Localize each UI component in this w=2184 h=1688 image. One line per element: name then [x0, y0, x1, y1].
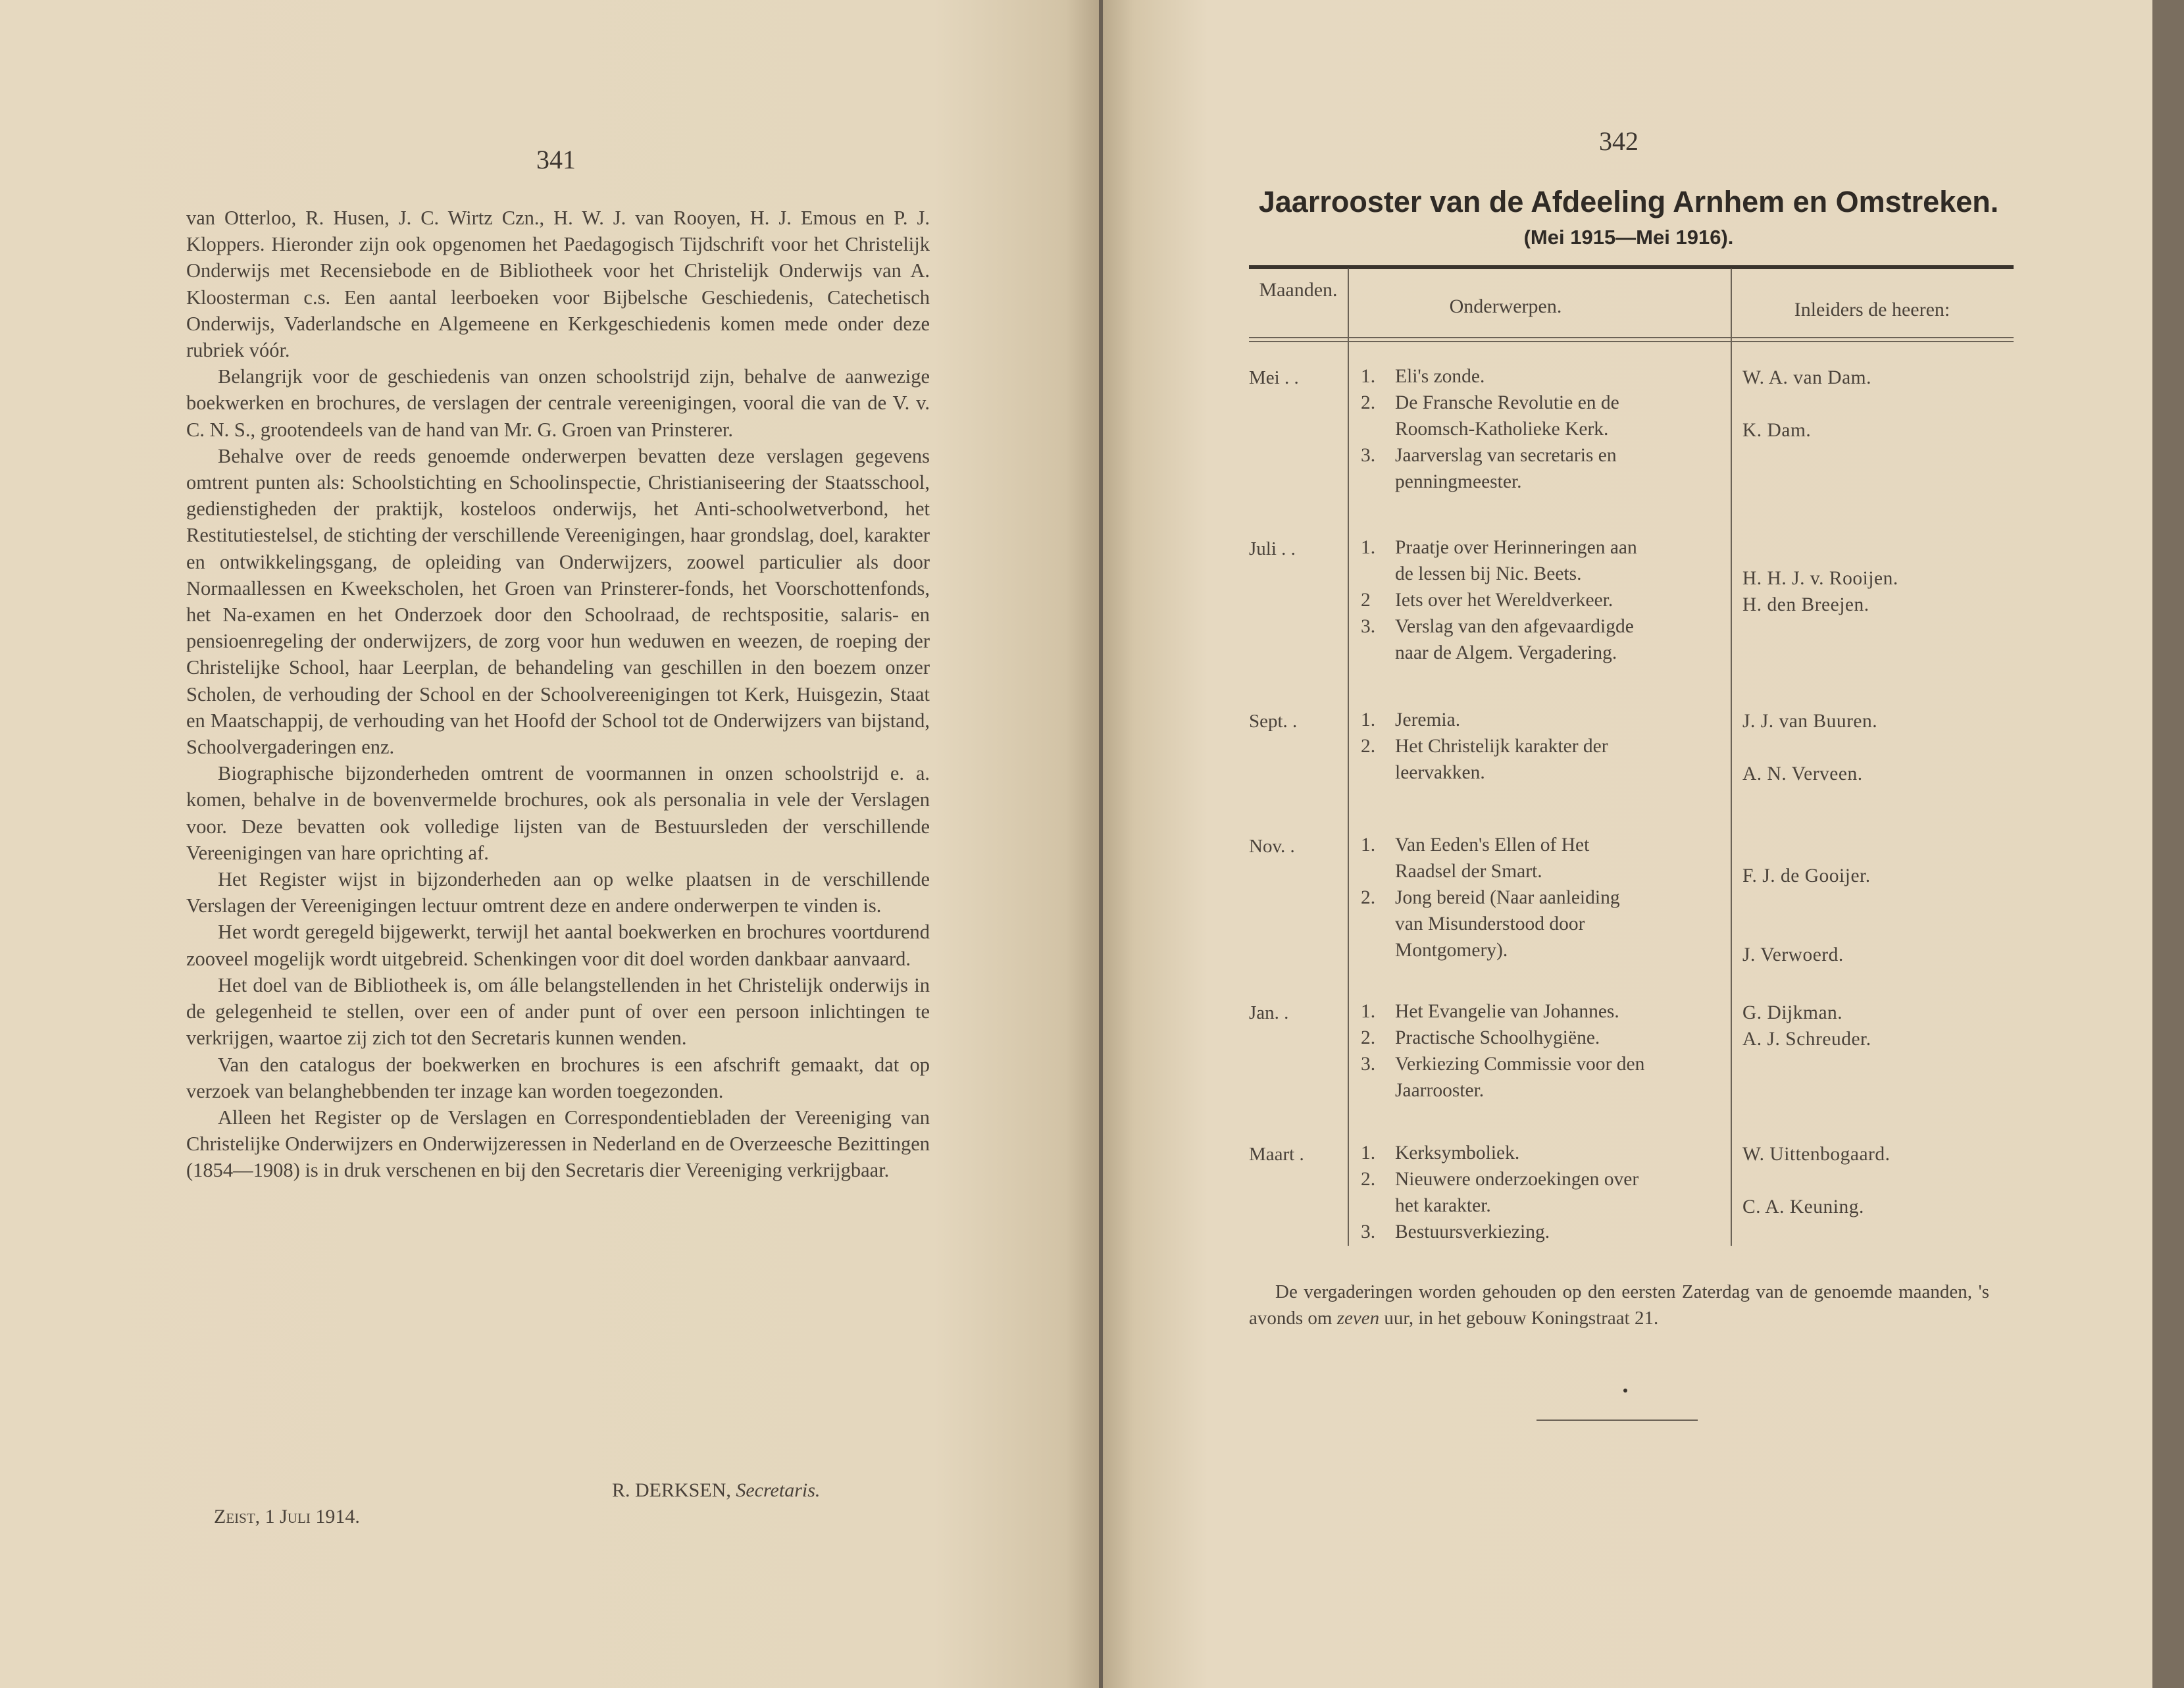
speaker: G. Dijkman.	[1742, 1002, 1843, 1023]
topic-text: Praatje over Herinneringen aan de lessen bij Nic. Beets.	[1395, 537, 1637, 584]
speaker: J. J. van Buuren.	[1742, 711, 1878, 732]
header-topics: Onderwerpen.	[1449, 295, 1562, 317]
topic-item	[1361, 534, 1650, 587]
row-topics	[1361, 832, 1650, 963]
topic-number: 1.	[1361, 537, 1376, 558]
topic-text: Nieuwere onderzoekingen over het karakter.	[1395, 1169, 1639, 1216]
signature-name: R. DERKSEN,	[612, 1479, 731, 1501]
meeting-note-text: uur, in het gebouw Koningstraat 21.	[1384, 1308, 1659, 1329]
row-month: Nov. .	[1249, 836, 1295, 857]
topic-number: 2.	[1361, 392, 1376, 413]
topic-number: 3.	[1361, 445, 1376, 466]
topic-text: Jong bereid (Naar aanleiding van Misunderstood door Montgomery).	[1395, 887, 1620, 961]
paragraph: Het wordt geregeld bijgewerkt, terwijl het aantal boekwerken en brochures voortdurend zooveel mogelijk wordt uitgebreid. Schenkingen voor dit doel worden dankbaar aanvaard.	[186, 921, 930, 970]
paragraph: Alleen het Register op de Verslagen en Correspondentiebladen der Vereeniging van Christelijke Onderwijzers en Onderwijzeressen in Nederland en de Overzeesche Bezittingen (1854—1908) is in druk verschenen en bij den Secretaris dier Vereeniging verkrijgbaar.	[186, 1106, 930, 1182]
topic-item	[1361, 733, 1650, 786]
speaker: H. den Breejen.	[1742, 594, 1869, 615]
header-speakers: Inleiders de heeren:	[1794, 299, 1950, 320]
topic-text: Jaarverslag van secretaris en penningmeester.	[1395, 445, 1617, 492]
row-topics	[1361, 707, 1650, 786]
paragraph: Belangrijk voor de geschiedenis van onzen schoolstrijd zijn, behalve de aanwezige boekwerken en brochures, de verslagen der centrale vereenigingen, vooral die van de V. v. C. N. S., grootendeels van de hand van Mr. G. Groen van Prinsterer.	[186, 365, 930, 441]
paragraph: Biographische bijzonderheden omtrent de voormannen in onzen schoolstrijd e. a. komen, behalve in de bovenvermelde brochures, ook als personalia in vele der Verslagen voor. Deze bevatten ook volledige lijsten van de Bestuursleden der verschillende Vereenigingen van hare oprichting af.	[186, 762, 930, 864]
topic-item	[1361, 1025, 1650, 1051]
topic-number: 1.	[1361, 1001, 1376, 1022]
topic-item	[1361, 363, 1650, 390]
column-divider	[1731, 269, 1732, 1246]
topic-item	[1361, 587, 1650, 613]
speaker: C. A. Keuning.	[1742, 1196, 1864, 1217]
topic-number: 1.	[1361, 1142, 1376, 1164]
ornament-dot	[1623, 1389, 1627, 1393]
speaker: H. H. J. v. Rooijen.	[1742, 568, 1898, 589]
schedule-heading: Jaarrooster van de Afdeeling Arnhem en Omstreken.	[1258, 185, 1999, 218]
header-divider	[1249, 337, 2014, 338]
topic-text: Bestuursverkiezing.	[1395, 1221, 1550, 1242]
topic-number: 2.	[1361, 1027, 1376, 1048]
topic-number: 2.	[1361, 887, 1376, 908]
signature-title: Secretaris.	[736, 1479, 821, 1501]
topic-text: Van Eeden's Ellen of Het Raadsel der Smart.	[1395, 834, 1590, 882]
speaker: K. Dam.	[1742, 420, 1812, 441]
column-divider	[1348, 269, 1349, 1246]
schedule-subheading: (Mei 1915—Mei 1916).	[1523, 226, 1734, 249]
topic-number: 3.	[1361, 1054, 1376, 1075]
topic-text: Eli's zonde.	[1395, 366, 1485, 387]
topic-item	[1361, 1219, 1650, 1245]
paragraph: van Otterloo, R. Husen, J. C. Wirtz Czn., H. W. J. van Rooyen, H. J. Emous en P. J. Kloppers. Hieronder zijn ook opgenomen het Paedagogisch Tijdschrift voor het Christelijk Onderwijs met Recensiebode en de Bibliotheek voor het Christelijk Onderwijs van A. Kloosterman c.s. Een aantal leerboeken voor Bijbelsche Geschiedenis, Catechetisch Onderwijs, Vaderlandsche en Algemeene en Kerkgeschiedenis komen mede onder deze rubriek vóór.	[186, 207, 930, 362]
paragraph: Het Register wijst in bijzonderheden aan op welke plaatsen in de verschillende Verslagen der Vereenigingen lectuur omtrent deze en andere onderwerpen te vinden is.	[186, 868, 930, 917]
topic-text: Kerksymboliek.	[1395, 1142, 1520, 1164]
body-text	[186, 205, 930, 1184]
topic-number: 1.	[1361, 709, 1376, 730]
meeting-note-text: De vergaderingen worden gehouden op den eersten Zaterdag van de genoemde maanden, 's avonds om	[1249, 1281, 1989, 1329]
speaker: F. J. de Gooijer.	[1742, 865, 1871, 886]
topic-number: 2	[1361, 590, 1371, 611]
row-month: Jan. .	[1249, 1002, 1289, 1023]
topic-text: Practische Schoolhygiëne.	[1395, 1027, 1600, 1048]
row-month: Maart .	[1249, 1144, 1304, 1165]
row-month: Sept. .	[1249, 711, 1298, 732]
topic-item	[1361, 707, 1650, 733]
topic-item	[1361, 613, 1650, 666]
meeting-note-italic: zeven	[1336, 1308, 1380, 1329]
topic-item	[1361, 884, 1650, 963]
topic-item	[1361, 1140, 1650, 1166]
topic-item	[1361, 832, 1650, 884]
closing-rule	[1536, 1419, 1698, 1421]
topic-item	[1361, 998, 1650, 1025]
scan-edge	[2152, 0, 2184, 1688]
topic-text: Iets over het Wereldverkeer.	[1395, 590, 1613, 611]
speaker: A. J. Schreuder.	[1742, 1029, 1871, 1050]
speaker: W. A. van Dam.	[1742, 367, 1871, 388]
signature	[612, 1479, 820, 1502]
row-topics	[1361, 1140, 1650, 1245]
speaker: A. N. Verveen.	[1742, 763, 1863, 784]
topic-text: Het Evangelie van Johannes.	[1395, 1001, 1619, 1022]
row-month: Mei . .	[1249, 367, 1299, 388]
paragraph: Behalve over de reeds genoemde onderwerpen bevatten deze verslagen gegevens omtrent punten als: Schoolstichting en Schoolinspectie, Christianiseering der Staatsschool, gedienstigheden der praktijk, kosteloos onderwijs, het Anti-schoolwetverbond, het Restitutiestelsel, de stichting der verschillende Vereenigingen, haar grondslag, doel, karakter en ontwikkelingsgang, de opleiding van Onderwijzers, zoowel particulier als door Normaallessen en Kweekscholen, het Groen van Prinsterer-fonds, het Voorschottenfonds, het Na-examen en het Onderzoek door den Schoolraad, de rechtspositie, salaris- en pensioenregeling der onderwijzers, de zorg voor hun weduwen en weezen, de roeping der Christelijke School, haar Leerplan, de behandeling van geschillen in den boezem onzer Scholen, de verhouding der School en der Schoolvereenigingen tot Kerk, Huisgezin, Staat en Maatschappij, de verhouding van het Hoofd der School tot de Onderwijzers van bijstand, Schoolvergaderingen enz.	[186, 444, 930, 759]
meeting-note	[1249, 1279, 1989, 1331]
topic-number: 2.	[1361, 736, 1376, 757]
topic-item	[1361, 390, 1650, 442]
topic-number: 1.	[1361, 834, 1376, 856]
topic-number: 1.	[1361, 366, 1376, 387]
topic-text: Jeremia.	[1395, 709, 1461, 730]
topic-text: Verslag van den afgevaardigde naar de Algem. Vergadering.	[1395, 616, 1634, 663]
topic-text: Het Christelijk karakter der leervakken.	[1395, 736, 1608, 783]
topic-number: 3.	[1361, 616, 1376, 637]
row-topics	[1361, 534, 1650, 666]
topic-item	[1361, 442, 1650, 495]
topic-item	[1361, 1051, 1650, 1104]
topic-text: De Fransche Revolutie en de Roomsch-Katholieke Kerk.	[1395, 392, 1619, 440]
header-divider	[1249, 341, 2014, 342]
topic-number: 3.	[1361, 1221, 1376, 1242]
header-months: Maanden.	[1259, 279, 1338, 301]
topic-number: 2.	[1361, 1169, 1376, 1190]
row-month: Juli . .	[1249, 538, 1296, 559]
row-topics	[1361, 363, 1650, 495]
topic-text: Verkiezing Commissie voor den Jaarrooster.	[1395, 1054, 1645, 1101]
speaker: W. Uittenbogaard.	[1742, 1144, 1891, 1165]
schedule-table	[1249, 269, 2014, 1252]
page-number: 341	[536, 145, 576, 174]
topic-item	[1361, 1166, 1650, 1219]
paragraph: Van den catalogus der boekwerken en brochures is een afschrift gemaakt, dat op verzoek van belanghebbenden ter inzage kan worden toegezonden.	[186, 1053, 930, 1102]
place-date: Zeist, 1 Juli 1914.	[214, 1506, 360, 1527]
paragraph: Het doel van de Bibliotheek is, om álle belangstellenden in het Christelijk onderwijs in de gelegenheid te stellen, over een of ander punt of over een persoon inlichtingen te verkrijgen, waartoe zij zich tot den Secretaris kunnen wenden.	[186, 973, 930, 1050]
row-topics	[1361, 998, 1650, 1104]
page-number: 342	[1599, 126, 1638, 156]
speaker: J. Verwoerd.	[1742, 944, 1844, 965]
